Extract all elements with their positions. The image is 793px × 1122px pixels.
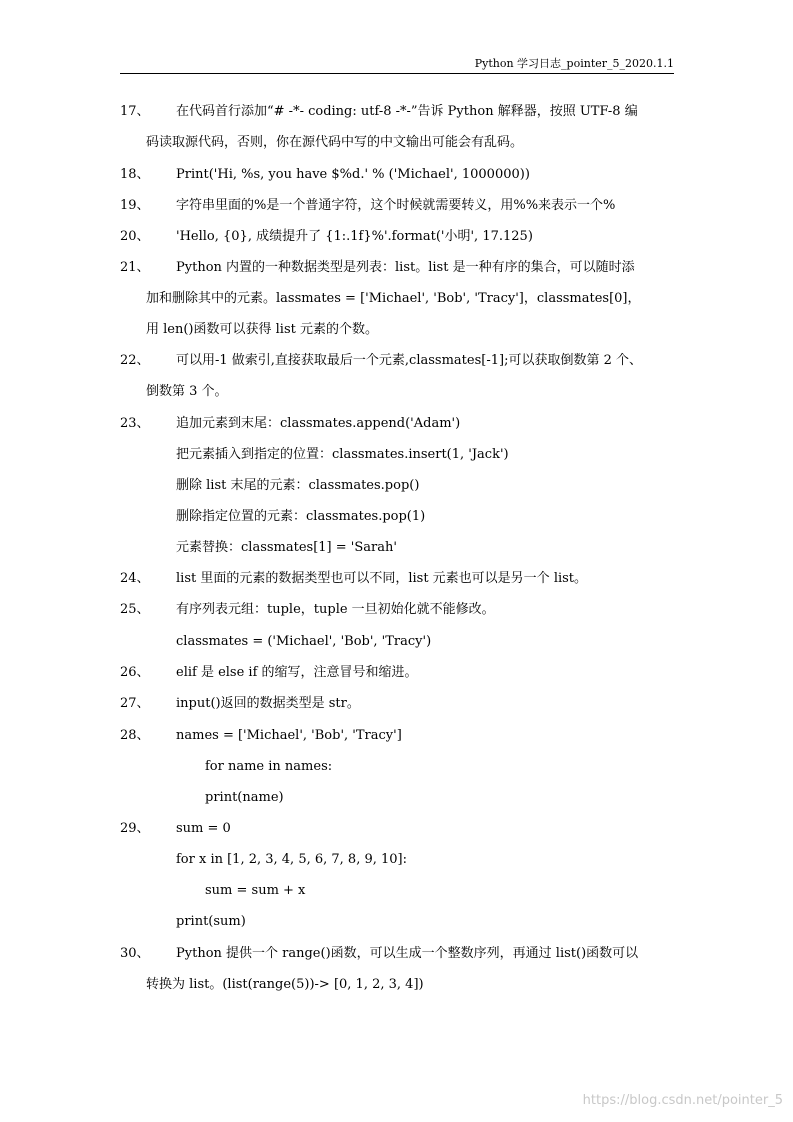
item-text: for name in names: bbox=[205, 759, 333, 774]
item-text: Python 提供一个 range()函数，可以生成一个整数序列，再通过 list()函数可以 bbox=[176, 946, 639, 961]
item-text: 删除 list 末尾的元素：classmates.pop() bbox=[176, 478, 420, 493]
watermark: https://blog.csdn.net/pointer_5 bbox=[582, 1093, 783, 1108]
item-number: 29、 bbox=[120, 821, 150, 836]
item-text: 可以用-1 做索引,直接获取最后一个元素,classmates[-1];可以获取倒数第 2 个、 bbox=[176, 353, 642, 368]
item-text: 'Hello, {0}, 成绩提升了 {1:.1f}%'.format('小明', 17.125) bbox=[176, 229, 533, 244]
item-text: 有序列表元组：tuple，tuple 一旦初始化就不能修改。 bbox=[176, 602, 495, 617]
item-number: 30、 bbox=[120, 946, 150, 961]
item-text: 追加元素到末尾：classmates.append('Adam') bbox=[176, 416, 461, 431]
item-text: 倒数第 3 个。 bbox=[146, 384, 228, 399]
item-text: Python 内置的一种数据类型是列表：list。list 是一种有序的集合，可以随时添 bbox=[176, 260, 635, 275]
item-text: 转换为 list。(list(range(5))-> [0, 1, 2, 3, 4]) bbox=[146, 977, 424, 992]
item-number: 25、 bbox=[120, 602, 150, 617]
item-text: print(sum) bbox=[176, 914, 246, 929]
item-text: elif 是 else if 的缩写，注意冒号和缩进。 bbox=[176, 665, 418, 680]
item-number: 21、 bbox=[120, 260, 150, 275]
item-text: input()返回的数据类型是 str。 bbox=[176, 696, 360, 711]
item-text: names = ['Michael', 'Bob', 'Tracy'] bbox=[176, 728, 402, 743]
item-number: 26、 bbox=[120, 665, 150, 680]
item-text: 加和删除其中的元素。lassmates = ['Michael', 'Bob', 'Tracy']，classmates[0]， bbox=[146, 291, 641, 306]
item-number: 20、 bbox=[120, 229, 150, 244]
item-text: 码读取源代码，否则，你在源代码中写的中文输出可能会有乱码。 bbox=[146, 135, 524, 150]
item-text: list 里面的元素的数据类型也可以不同，list 元素也可以是另一个 list。 bbox=[176, 571, 588, 586]
item-text: 删除指定位置的元素：classmates.pop(1) bbox=[176, 509, 426, 524]
item-text: for x in [1, 2, 3, 4, 5, 6, 7, 8, 9, 10]: bbox=[176, 852, 407, 867]
page-header bbox=[120, 57, 674, 74]
item-text: print(name) bbox=[205, 790, 284, 805]
item-text: classmates = ('Michael', 'Bob', 'Tracy') bbox=[176, 634, 432, 649]
item-number: 24、 bbox=[120, 571, 150, 586]
item-text: 字符串里面的%是一个普通字符，这个时候就需要转义，用%%来表示一个% bbox=[176, 198, 616, 213]
item-text: sum = sum + x bbox=[205, 883, 306, 898]
item-number: 28、 bbox=[120, 728, 150, 743]
item-text: 用 len()函数可以获得 list 元素的个数。 bbox=[146, 322, 378, 337]
item-number: 18、 bbox=[120, 167, 150, 182]
item-number: 23、 bbox=[120, 416, 150, 431]
item-number: 27、 bbox=[120, 696, 150, 711]
item-text: 在代码首行添加“# -*- coding: utf-8 -*-”告诉 Python 解释器，按照 UTF-8 编 bbox=[176, 104, 638, 119]
item-number: 19、 bbox=[120, 198, 150, 213]
item-text: sum = 0 bbox=[176, 821, 231, 836]
item-text: Print('Hi, %s, you have $%d.' % ('Michael', 1000000)) bbox=[176, 167, 530, 182]
item-number: 22、 bbox=[120, 353, 150, 368]
header-title: Python 学习日志_pointer_5_2020.1.1 bbox=[474, 57, 674, 70]
item-text: 元素替换：classmates[1] = 'Sarah' bbox=[176, 540, 397, 555]
item-text: 把元素插入到指定的位置：classmates.insert(1, 'Jack') bbox=[176, 447, 509, 462]
item-number: 17、 bbox=[120, 104, 150, 119]
